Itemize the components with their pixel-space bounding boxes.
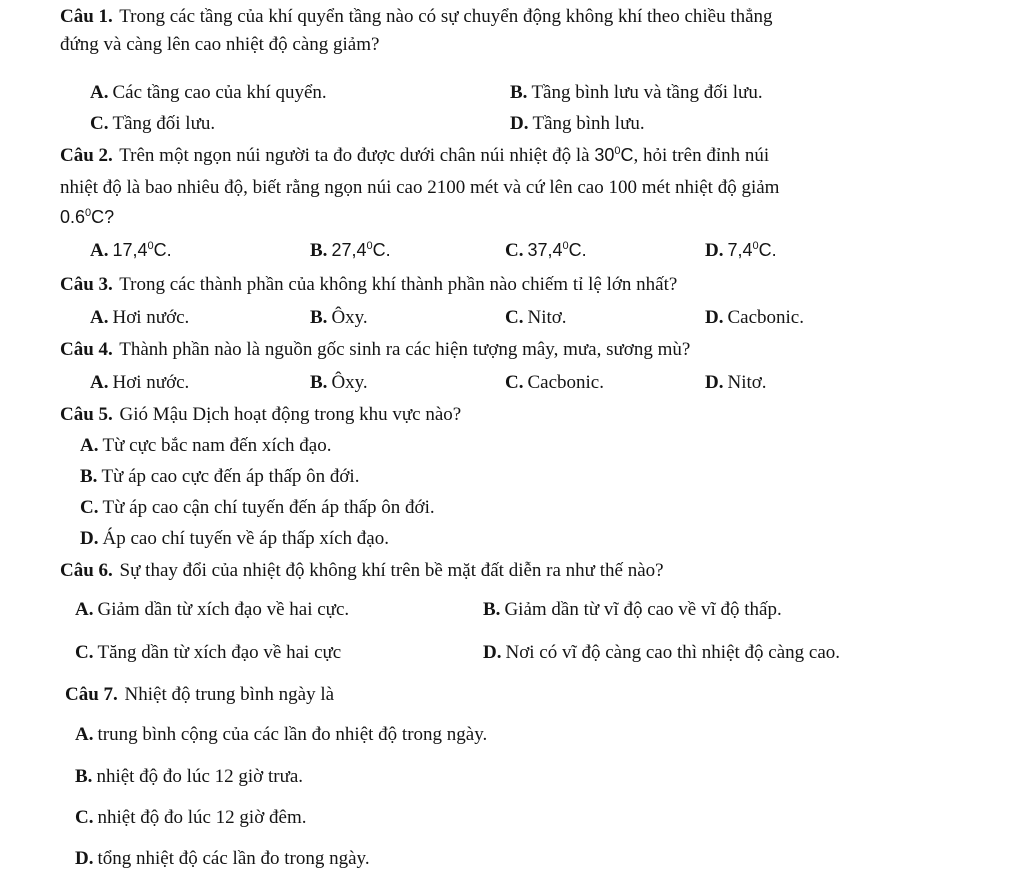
question-5-option-a[interactable]: A. Từ cực bắc nam đến xích đạo. — [80, 435, 332, 456]
question-1-line-2: đứng và càng lên cao nhiệt độ càng giảm? — [60, 33, 380, 55]
question-4-option-a[interactable]: A. Hơi nước. — [90, 372, 190, 393]
question-7-option-d[interactable]: D. tổng nhiệt độ các lần đo trong ngày. — [75, 848, 370, 869]
question-4-text: Thành phần nào là nguồn gốc sinh ra các hiện tượng mây, mưa, sương mù? — [119, 339, 691, 360]
question-7-text: Nhiệt độ trung bình ngày là — [124, 684, 335, 705]
question-6 — [60, 560, 664, 583]
question-1-option-a[interactable]: A. Các tầng cao của khí quyển. — [90, 82, 327, 103]
question-5-number: Câu 5. — [60, 404, 113, 425]
question-2-option-a[interactable]: A. 17,4$^0$C. — [90, 240, 172, 261]
question-7-option-c[interactable]: C. nhiệt độ đo lúc 12 giờ đêm. — [75, 807, 307, 828]
question-3-option-a[interactable]: A. Hơi nước. — [90, 307, 190, 328]
question-3 — [60, 274, 677, 297]
question-3-text: Trong các thành phần của không khí thành phần nào chiếm tỉ lệ lớn nhất? — [119, 274, 678, 295]
question-4 — [60, 339, 690, 362]
question-6-option-b[interactable]: B. Giảm dần từ vĩ độ cao về vĩ độ thấp. — [483, 599, 782, 620]
question-5-option-d[interactable]: D. Áp cao chí tuyến về áp thấp xích đạo. — [80, 528, 389, 549]
question-5 — [60, 404, 461, 427]
question-4-option-c[interactable]: C. Cacbonic. — [505, 372, 604, 393]
question-1-number: Câu 1. — [60, 6, 113, 27]
question-4-option-b[interactable]: B. Ôxy. — [310, 372, 368, 393]
question-7 — [65, 684, 334, 707]
question-4-option-d[interactable]: D. Nitơ. — [705, 372, 767, 393]
question-6-option-d[interactable]: D. Nơi có vĩ độ càng cao thì nhiệt độ càng cao. — [483, 642, 841, 663]
question-3-option-c[interactable]: C. Nitơ. — [505, 307, 567, 328]
question-6-number: Câu 6. — [60, 560, 113, 581]
question-7-option-b[interactable]: B. nhiệt độ đo lúc 12 giờ trưa. — [75, 766, 304, 787]
question-4-number: Câu 4. — [60, 339, 113, 360]
question-2-temperature: $30^0C$ — [594, 145, 634, 165]
question-1-option-d[interactable]: D. Tầng bình lưu. — [510, 113, 645, 134]
question-5-option-b[interactable]: B. Từ áp cao cực đến áp thấp ôn đới. — [80, 466, 360, 487]
question-3-option-d[interactable]: D. Cacbonic. — [705, 307, 804, 328]
question-5-option-c[interactable]: C. Từ áp cao cận chí tuyến đến áp thấp ôn đới. — [80, 497, 435, 518]
question-7-option-a[interactable]: A. trung bình cộng của các lần đo nhiệt độ trong ngày. — [75, 724, 488, 745]
question-1 — [60, 6, 984, 57]
question-1-option-b[interactable]: B. Tầng bình lưu và tầng đối lưu. — [510, 82, 763, 103]
question-1-option-c[interactable]: C. Tầng đối lưu. — [90, 113, 216, 134]
question-2-option-d[interactable]: D. $7,4^0C$. — [705, 240, 777, 261]
question-2-option-c[interactable]: C. 37,4$^0$C. — [505, 240, 587, 261]
question-2-number: Câu 2. — [60, 145, 113, 166]
question-3-option-b[interactable]: B. Ôxy. — [310, 307, 368, 328]
question-2-option-b[interactable]: B. 27,4$^0$C. — [310, 240, 391, 261]
question-2-line-2: nhiệt độ là bao nhiêu độ, biết rằng ngọn núi cao 2100 mét và cứ lên cao 100 mét nhiệt độ giảm — [60, 177, 780, 198]
question-2-line-3: $0.6^0C$? — [60, 207, 115, 227]
question-6-option-c[interactable]: C. Tăng dần từ xích đạo về hai cực — [75, 642, 342, 663]
question-5-text: Gió Mậu Dịch hoạt động trong khu vực nào? — [119, 404, 462, 425]
question-2-line-1: Câu 2. Trên một ngọn núi người ta đo được dưới chân núi nhiệt độ là $30^0C$, hỏi trên đỉnh núi — [60, 145, 770, 166]
question-7-number: Câu 7. — [65, 684, 118, 705]
question-1-text: Trong các tầng của khí quyển tầng nào có sự chuyển động không khí theo chiều thẳng — [119, 6, 773, 27]
question-3-number: Câu 3. — [60, 274, 113, 295]
question-6-option-a[interactable]: A. Giảm dần từ xích đạo về hai cực. — [75, 599, 350, 620]
question-6-text: Sự thay đổi của nhiệt độ không khí trên bề mặt đất diễn ra như thế nào? — [119, 560, 664, 581]
question-1-line-1 — [60, 6, 984, 29]
